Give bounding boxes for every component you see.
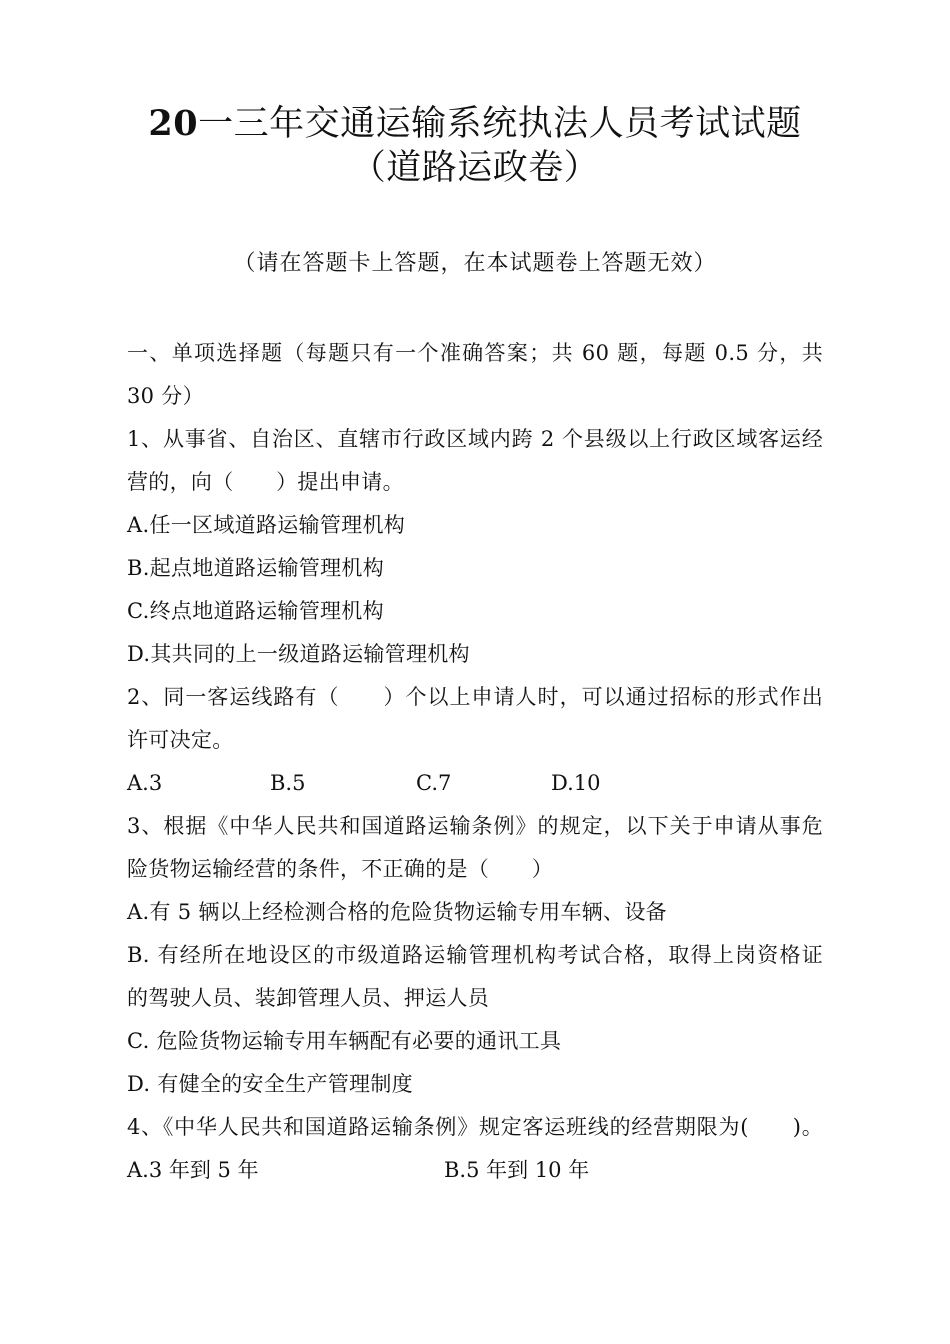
q2-stem-line2: 许可决定。 <box>127 728 234 752</box>
q3-option-b-line1: B. 有经所在地设区的市级道路运输管理机构考试合格，取得上岗资格证 <box>127 943 823 967</box>
q4-option-b: B.5 年到 10 年 <box>444 1158 590 1182</box>
q3-option-b-line2: 的驾驶人员、装卸管理人员、押运人员 <box>127 986 490 1010</box>
q1-option-d: D.其共同的上一级道路运输管理机构 <box>127 642 470 666</box>
q2-option-c: C.7 <box>416 771 452 795</box>
answer-notice: （请在答题卡上答题，在本试题卷上答题无效） <box>233 251 717 276</box>
q4-stem: 4、《中华人民共和国道路运输条例》规定客运班线的经营期限为( )。 <box>127 1115 823 1139</box>
q1-option-b: B.起点地道路运输管理机构 <box>127 556 385 580</box>
section-heading-line2: 30 分） <box>127 384 204 408</box>
q2-option-b: B.5 <box>270 771 306 795</box>
q1-option-a: A.任一区域道路运输管理机构 <box>127 513 406 537</box>
q4-option-a: A.3 年到 5 年 <box>127 1158 259 1182</box>
q1-stem-line2: 营的，向（ ）提出申请。 <box>127 470 404 494</box>
q2-stem-line1: 2、同一客运线路有（ ）个以上申请人时，可以通过招标的形式作出 <box>127 685 823 709</box>
q3-option-a: A.有 5 辆以上经检测合格的危险货物运输专用车辆、设备 <box>127 900 667 924</box>
q1-stem-line1: 1、从事省、自治区、直辖市行政区域内跨 2 个县级以上行政区域客运经 <box>127 427 823 451</box>
section-heading-line1: 一、单项选择题（每题只有一个准确答案；共 60 题，每题 0.5 分，共 <box>127 341 823 365</box>
q2-option-d: D.10 <box>551 771 601 795</box>
q2-option-a: A.3 <box>127 771 163 795</box>
q3-stem-line1: 3、根据《中华人民共和国道路运输条例》的规定，以下关于申请从事危 <box>127 814 823 838</box>
title-year-number: 20 <box>148 103 199 144</box>
q3-stem-line2: 险货物运输经营的条件，不正确的是（ ） <box>127 857 553 881</box>
exam-subtitle: （道路运政卷） <box>350 148 600 188</box>
exam-title <box>0 102 950 146</box>
q1-option-c: C.终点地道路运输管理机构 <box>127 599 384 623</box>
q3-option-c: C. 危险货物运输专用车辆配有必要的通讯工具 <box>127 1029 562 1053</box>
title-text: 一三年交通运输系统执法人员考试试题 <box>198 104 802 144</box>
q3-option-d: D. 有健全的安全生产管理制度 <box>127 1072 413 1096</box>
